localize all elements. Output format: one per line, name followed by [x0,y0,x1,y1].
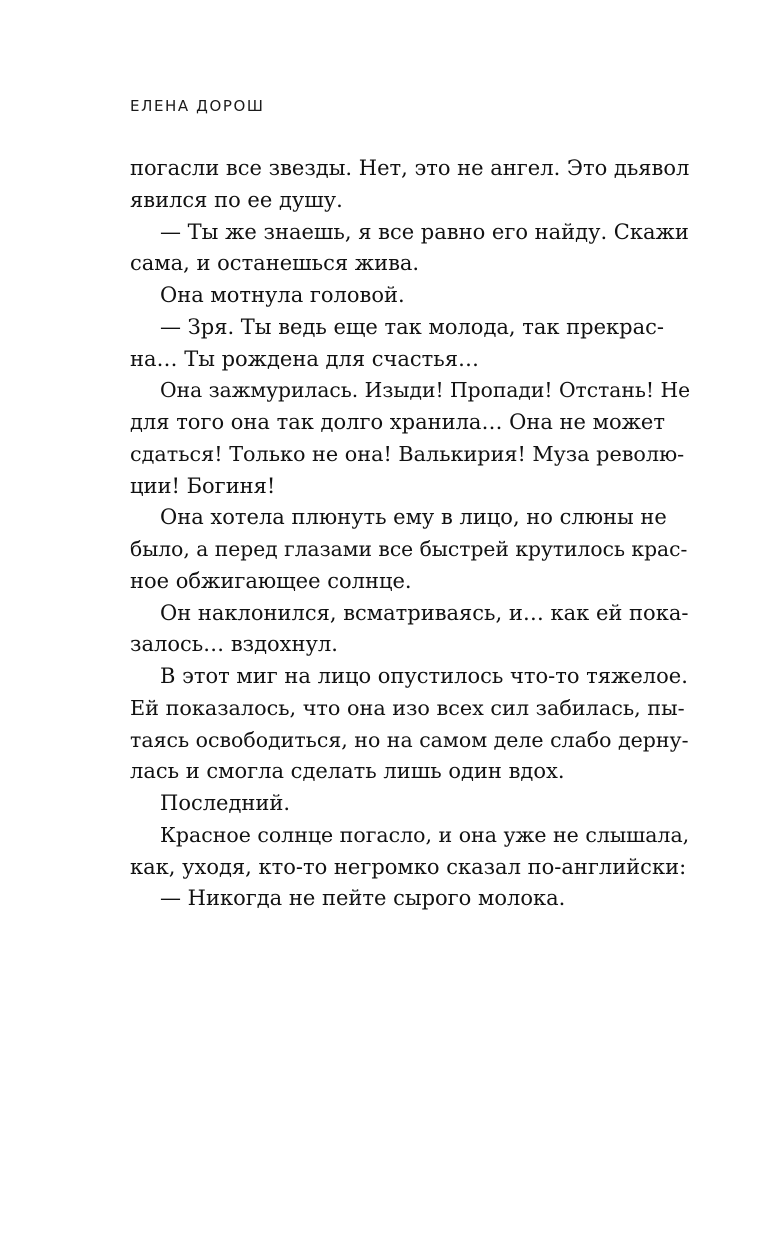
text-line: было, а перед глазами все быстрей крутилось крас- [130,537,688,561]
text-line: сдаться! Только не она! Валькирия! Муза револю- [130,441,685,466]
text-line: ции! Богиня! [130,473,276,498]
text-line: Красное солнце погасло, и она уже не слышала, [160,822,690,847]
text-line: — Никогда не пейте сырого молока. [160,886,566,911]
text-line: Она хотела плюнуть ему в лицо, но слюны не [160,505,667,530]
text-line: Она зажмурилась. Изыди! Пропади! Отстань! Не [160,378,691,403]
running-head-author: ЕЛЕНА ДОРОШ [130,97,265,115]
text-line: явился по ее душу. [130,187,343,212]
text-line: залось… вздохнул. [130,632,338,657]
text-line: сама, и останешься жива. [130,251,420,276]
text-line: для того она так долго хранила… Она не может [130,410,665,434]
text-line: погасли все звезды. Нет, это не ангел. Это дьявол [130,156,690,180]
text-line: Он наклонился, всматриваясь, и… как ей пока- [160,600,689,625]
text-line: Она мотнула головой. [160,283,405,307]
text-line: лась и смогла сделать лишь один вдох. [130,759,565,784]
text-line: — Ты же знаешь, я все равно его найду. Скажи [160,219,689,244]
text-line: Последний. [160,791,291,815]
text-line: ное обжигающее солнце. [130,568,412,593]
text-line: Ей показалось, что она изо всех сил забилась, пы- [130,695,685,720]
text-line: как, уходя, кто-то негромко сказал по-английски: [130,854,687,879]
text-line: таясь освободиться, но на самом деле слабо дерну- [130,727,689,752]
text-line: на… Ты рождена для счастья… [130,346,479,371]
text-line: В этот миг на лицо опустилось что-то тяжелое. [160,664,688,688]
text-line: — Зря. Ты ведь еще так молода, так прекрас- [160,314,664,339]
body-text [130,153,690,915]
